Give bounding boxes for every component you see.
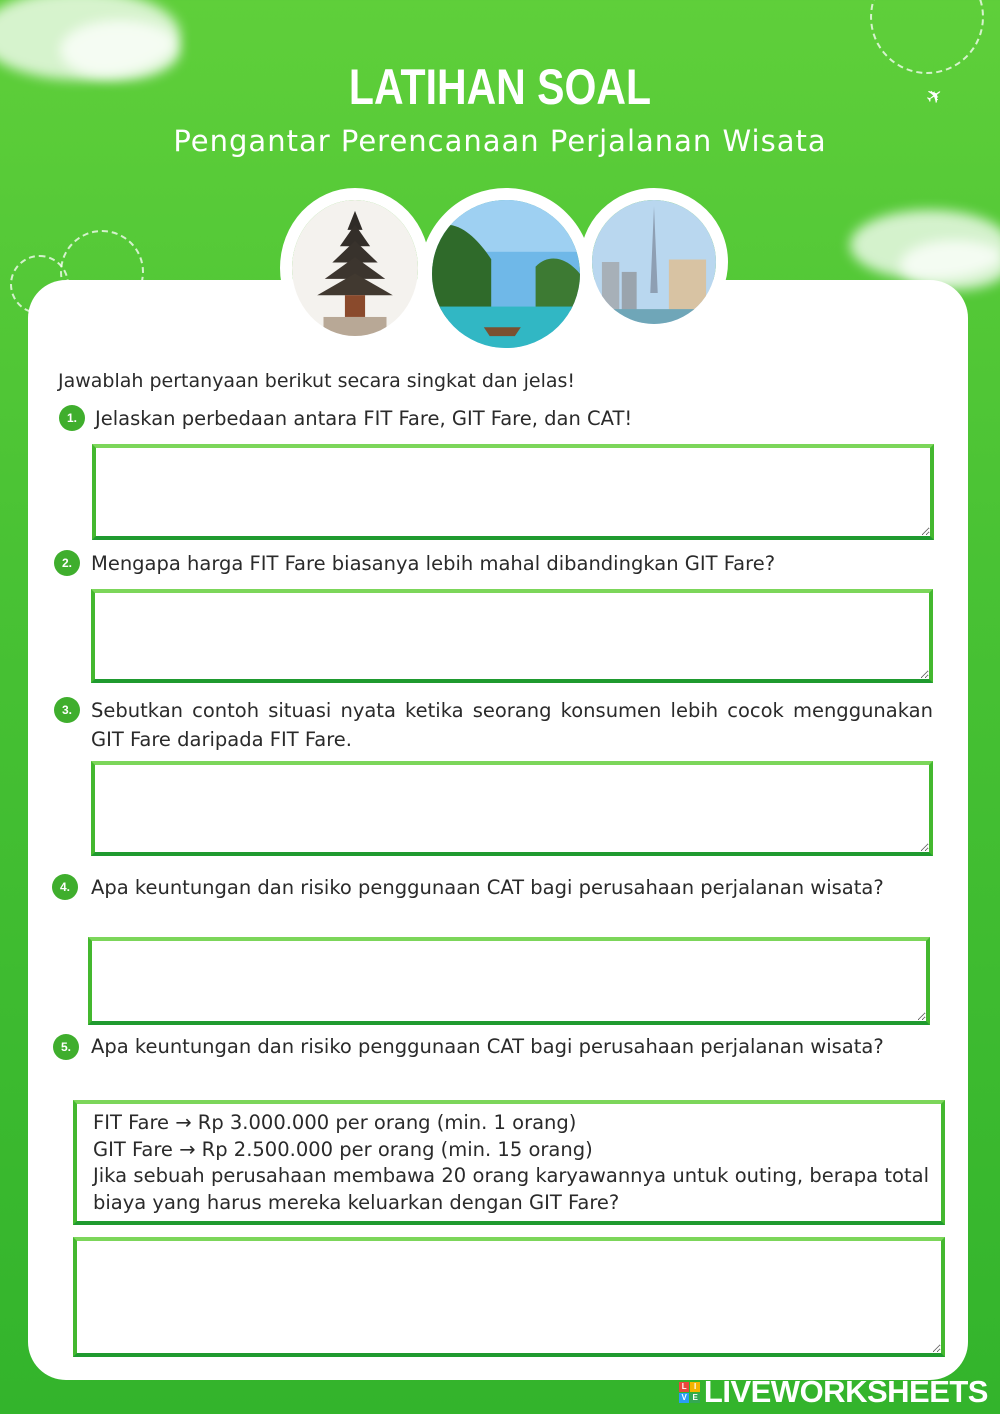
answer-box-1[interactable] xyxy=(92,444,934,540)
question-number-badge: 2. xyxy=(54,550,80,576)
answer-box-3[interactable] xyxy=(91,761,933,856)
tropical-island-boat-icon xyxy=(420,188,592,360)
question-number-badge: 5. xyxy=(53,1034,79,1060)
answer-box-5[interactable] xyxy=(73,1237,945,1357)
case-question-text: Jika sebuah perusahaan membawa 20 orang karyawannya untuk outing, berapa total biaya yang harus mereka keluarkan dengan GIT Fare? xyxy=(93,1164,929,1214)
git-fare-info: GIT Fare → Rp 2.500.000 per orang (min. 15 orang) xyxy=(93,1137,593,1161)
instructions-text: Jawablah pertanyaan berikut secara singkat dan jelas! xyxy=(58,370,576,392)
page-subtitle: Pengantar Perencanaan Perjalanan Wisata xyxy=(173,124,827,158)
question-number-badge: 3. xyxy=(54,697,80,723)
page-title: LATIHAN SOAL xyxy=(348,59,652,115)
question-text: Jelaskan perbedaan antara FIT Fare, GIT Fare, dan CAT! xyxy=(95,407,633,430)
question-number-badge: 4. xyxy=(52,874,78,900)
fit-fare-info: FIT Fare → Rp 3.000.000 per orang (min. 1 orang) xyxy=(93,1111,577,1134)
answer-box-4[interactable] xyxy=(88,937,930,1025)
city-skyscraper-icon xyxy=(580,188,728,336)
live-logo-icon: L I V E xyxy=(679,1382,700,1403)
question-number-badge: 1. xyxy=(59,405,85,431)
airplane-icon: ✈ xyxy=(920,81,949,111)
liveworksheets-logo xyxy=(679,1374,988,1410)
brand-name: LIVEWORKSHEETS xyxy=(703,1374,988,1409)
question-text: Apa keuntungan dan risiko penggunaan CAT bagi perusahaan perjalanan wisata? xyxy=(91,1035,884,1058)
answer-box-2[interactable] xyxy=(91,589,933,683)
case-info-box xyxy=(73,1100,945,1225)
temple-pagoda-icon xyxy=(280,188,430,348)
question-text: Mengapa harga FIT Fare biasanya lebih mahal dibandingkan GIT Fare? xyxy=(91,552,776,575)
question-text: Apa keuntungan dan risiko penggunaan CAT bagi perusahaan perjalanan wisata? xyxy=(91,876,884,899)
question-text: Sebutkan contoh situasi nyata ketika seorang konsumen lebih cocok menggunakan GIT Fare daripada FIT Fare. xyxy=(91,699,933,751)
